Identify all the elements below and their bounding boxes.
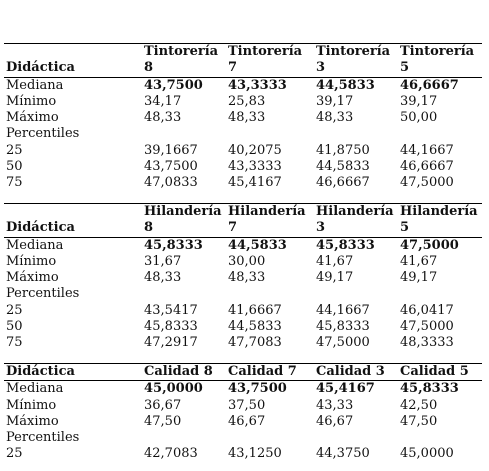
tintoreria-stats-table <box>4 43 482 192</box>
row-label: Mínimo <box>6 253 57 269</box>
value-cell: 44,3750 <box>316 446 370 462</box>
median-cell: 45,8333 <box>316 237 375 253</box>
row-label: 75 <box>6 175 23 191</box>
value-cell: 47,2917 <box>144 335 198 351</box>
median-cell: 47,5000 <box>400 237 459 253</box>
row-label: Máximo <box>6 413 59 429</box>
column-header: Hilandería 7 <box>226 204 314 238</box>
minimum-row <box>4 398 482 414</box>
median-cell: 45,8333 <box>144 237 203 253</box>
value-cell: 48,33 <box>228 270 266 286</box>
value-cell: 31,67 <box>144 253 182 269</box>
value-cell: 39,1667 <box>144 142 198 158</box>
value-cell: 46,67 <box>228 413 266 429</box>
row-label: 25 <box>6 302 23 318</box>
column-header: Hilandería 5 <box>398 204 482 238</box>
median-cell: 44,5833 <box>228 237 287 253</box>
value-cell <box>142 126 226 142</box>
row-label: Mediana <box>6 381 64 397</box>
row-label: 50 <box>6 319 23 335</box>
percentiles-label-row <box>4 286 482 302</box>
value-cell: 49,17 <box>400 270 438 286</box>
row-label: Máximo <box>6 270 59 286</box>
value-cell <box>142 430 226 446</box>
column-header: Hilandería 3 <box>314 204 398 238</box>
value-cell: 46,6667 <box>400 159 454 175</box>
value-cell: 47,5000 <box>316 335 370 351</box>
value-cell: 41,67 <box>316 253 354 269</box>
value-cell: 47,50 <box>144 413 182 429</box>
value-cell: 43,33 <box>316 397 354 413</box>
percentile-25-row <box>4 303 482 319</box>
value-cell: 45,4167 <box>228 175 282 191</box>
hilanderia-stats-table <box>4 203 482 352</box>
percentiles-label-row <box>4 126 482 142</box>
value-cell: 39,17 <box>316 93 354 109</box>
median-cell: 43,7500 <box>144 77 203 93</box>
value-cell: 42,7083 <box>144 446 198 462</box>
value-cell: 37,50 <box>228 397 266 413</box>
value-cell: 34,17 <box>144 93 182 109</box>
value-cell <box>314 286 398 302</box>
row-label: 75 <box>6 335 23 351</box>
median-cell: 45,0000 <box>144 381 203 397</box>
value-cell: 30,00 <box>228 253 266 269</box>
value-cell: 47,50 <box>400 413 438 429</box>
value-cell: 44,1667 <box>400 142 454 158</box>
value-cell: 43,5417 <box>144 302 198 318</box>
value-cell: 48,3333 <box>400 335 454 351</box>
row-label-header: Didáctica <box>4 204 142 238</box>
value-cell: 50,00 <box>400 110 438 126</box>
row-label: 25 <box>6 142 23 158</box>
row-label-header: Didáctica <box>4 364 142 381</box>
value-cell <box>314 126 398 142</box>
value-cell: 41,67 <box>400 253 438 269</box>
percentile-75-row <box>4 175 482 191</box>
percentile-75-row <box>4 335 482 351</box>
value-cell <box>142 286 226 302</box>
median-cell: 43,3333 <box>228 77 287 93</box>
value-cell: 48,33 <box>228 110 266 126</box>
median-cell: 45,4167 <box>316 381 375 397</box>
row-label: Mínimo <box>6 397 57 413</box>
value-cell: 44,1667 <box>316 302 370 318</box>
value-cell: 42,50 <box>400 397 438 413</box>
median-cell: 45,8333 <box>400 381 459 397</box>
value-cell: 39,17 <box>400 93 438 109</box>
value-cell: 48,33 <box>316 110 354 126</box>
value-cell: 47,5000 <box>400 319 454 335</box>
percentile-50-row <box>4 159 482 175</box>
minimum-row <box>4 94 482 110</box>
column-header: Tintorería 3 <box>314 44 398 78</box>
header-row <box>4 44 482 78</box>
median-row <box>4 381 482 398</box>
value-cell <box>398 286 482 302</box>
percentile-25-row <box>4 143 482 159</box>
value-cell: 45,8333 <box>144 319 198 335</box>
column-header: Calidad 7 <box>226 364 314 381</box>
value-cell: 46,6667 <box>316 175 370 191</box>
header-row <box>4 364 482 381</box>
value-cell <box>398 430 482 446</box>
median-cell: 43,7500 <box>228 381 287 397</box>
median-row <box>4 77 482 94</box>
value-cell: 45,8333 <box>316 319 370 335</box>
value-cell <box>314 430 398 446</box>
row-label: Percentiles <box>6 126 80 142</box>
percentile-25-row <box>4 446 482 462</box>
row-label: Percentiles <box>6 430 80 446</box>
value-cell <box>226 286 314 302</box>
row-label: Mediana <box>6 77 64 93</box>
value-cell: 43,3333 <box>228 159 282 175</box>
value-cell <box>226 430 314 446</box>
median-cell: 46,6667 <box>400 77 459 93</box>
column-header: Tintorería 5 <box>398 44 482 78</box>
row-label: Mínimo <box>6 93 57 109</box>
row-label: 50 <box>6 159 23 175</box>
value-cell: 40,2075 <box>228 142 282 158</box>
value-cell: 49,17 <box>316 270 354 286</box>
maximum-row <box>4 270 482 286</box>
value-cell: 41,8750 <box>316 142 370 158</box>
value-cell: 43,7500 <box>144 159 198 175</box>
value-cell: 48,33 <box>144 270 182 286</box>
value-cell <box>226 126 314 142</box>
row-label: Mediana <box>6 237 64 253</box>
median-row <box>4 237 482 254</box>
percentile-50-row <box>4 319 482 335</box>
calidad-stats-table <box>4 363 482 463</box>
value-cell: 44,5833 <box>228 319 282 335</box>
row-label: Percentiles <box>6 286 80 302</box>
row-label: 25 <box>6 446 23 462</box>
row-label: Máximo <box>6 110 59 126</box>
value-cell: 41,6667 <box>228 302 282 318</box>
value-cell: 47,0833 <box>144 175 198 191</box>
column-header: Tintorería 7 <box>226 44 314 78</box>
percentiles-label-row <box>4 430 482 446</box>
value-cell: 47,5000 <box>400 175 454 191</box>
value-cell: 48,33 <box>144 110 182 126</box>
header-row <box>4 204 482 238</box>
column-header: Calidad 5 <box>398 364 482 381</box>
column-header: Calidad 8 <box>142 364 226 381</box>
value-cell: 43,1250 <box>228 446 282 462</box>
value-cell: 45,0000 <box>400 446 454 462</box>
value-cell: 44,5833 <box>316 159 370 175</box>
median-cell: 44,5833 <box>316 77 375 93</box>
value-cell <box>398 126 482 142</box>
maximum-row <box>4 414 482 430</box>
value-cell: 46,0417 <box>400 302 454 318</box>
column-header: Hilandería 8 <box>142 204 226 238</box>
row-label-header: Didáctica <box>4 44 142 78</box>
minimum-row <box>4 254 482 270</box>
value-cell: 25,83 <box>228 93 266 109</box>
value-cell: 46,67 <box>316 413 354 429</box>
value-cell: 36,67 <box>144 397 182 413</box>
maximum-row <box>4 110 482 126</box>
value-cell: 47,7083 <box>228 335 282 351</box>
column-header: Tintorería 8 <box>142 44 226 78</box>
column-header: Calidad 3 <box>314 364 398 381</box>
